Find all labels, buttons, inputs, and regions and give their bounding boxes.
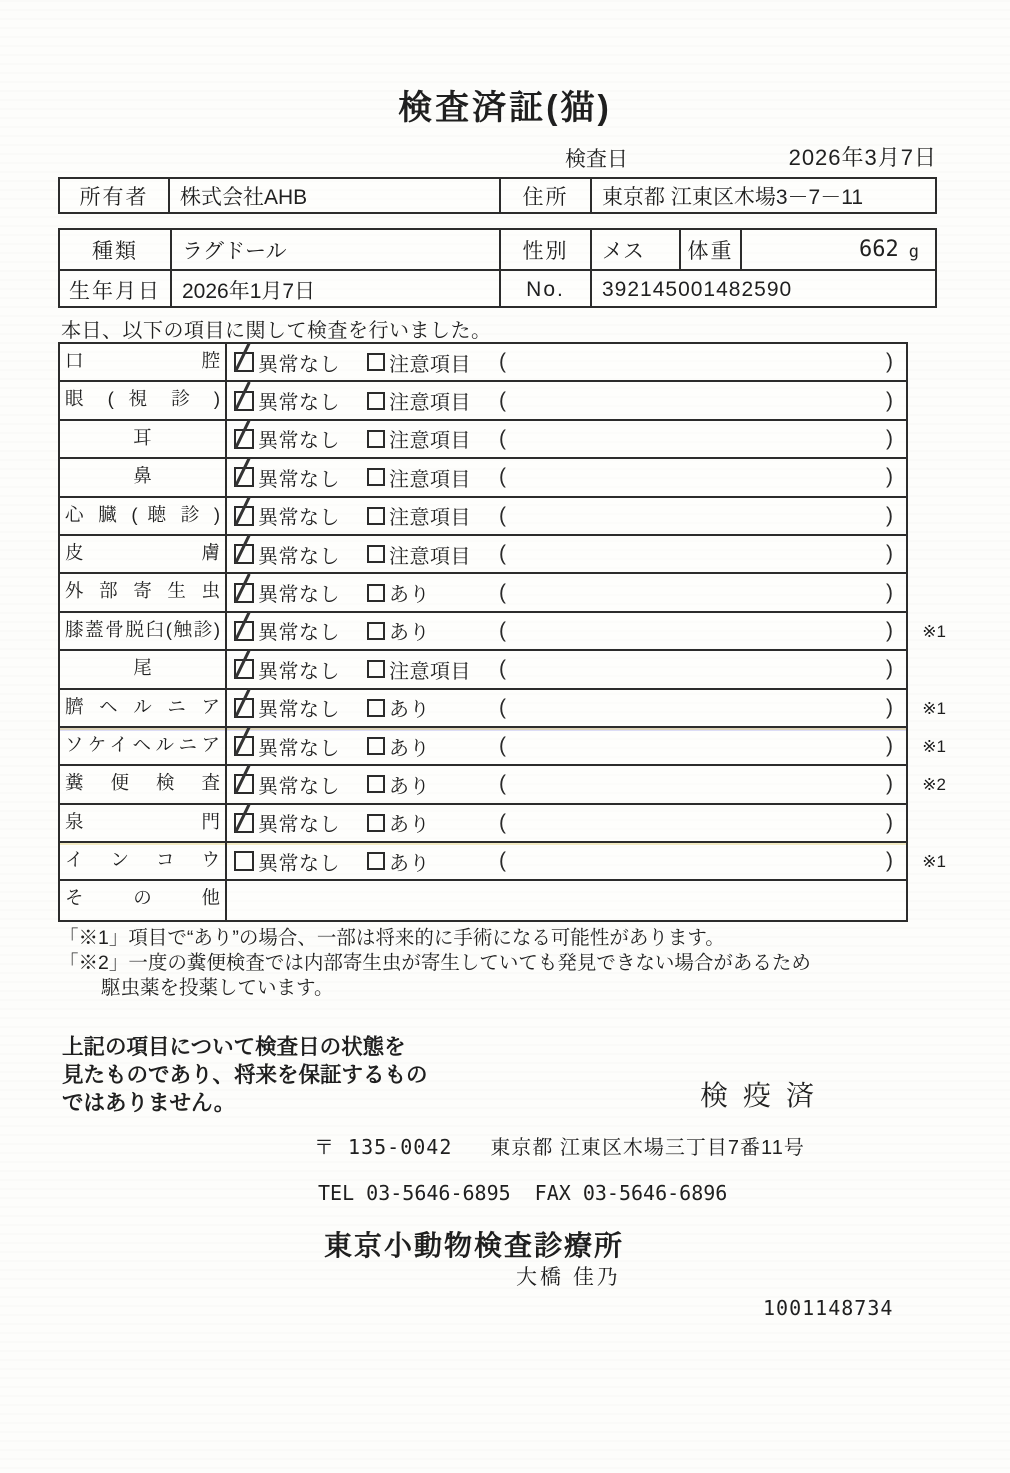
check-mark-icon [234, 496, 251, 526]
weight-unit: g [908, 241, 919, 262]
abnormal-checkbox [367, 622, 385, 640]
abnormal-checkbox [367, 430, 385, 448]
footnote-1: 「※1」項目で“あり”の場合、一部は将来的に手術になる可能性があります。 [59, 927, 725, 949]
checklist-row-content [227, 728, 906, 764]
abnormal-checkbox [367, 775, 385, 793]
number-value: 392145001482590 [590, 271, 935, 308]
clinic-tel: TEL 03-5646-6895 [318, 1181, 511, 1205]
veterinarian-name: 大橋 佳乃 [516, 1266, 621, 1289]
checklist-row-content [227, 881, 906, 919]
normal-checkbox [234, 774, 254, 794]
checklist-row-content [227, 766, 906, 802]
checklist-row [60, 574, 906, 612]
checklist-row-content [227, 574, 906, 610]
animal-row-1 [60, 230, 935, 269]
open-paren: ( [499, 734, 506, 758]
number-label: No. [499, 271, 590, 308]
open-paren: ( [499, 580, 506, 604]
checklist-row [60, 766, 946, 804]
abnormal-option [367, 463, 499, 492]
checklist-table [58, 342, 946, 922]
close-paren: ) [886, 426, 893, 450]
close-paren: ) [886, 388, 893, 412]
normal-option [234, 348, 367, 377]
exam-item-label: 鼻 [60, 459, 227, 495]
abnormal-checkbox [367, 545, 385, 563]
abnormal-option [367, 578, 499, 607]
normal-option-label: 異常なし [258, 737, 340, 760]
sex-value: メス [590, 230, 679, 269]
normal-option-label: 異常なし [258, 430, 340, 453]
normal-checkbox [234, 813, 254, 833]
normal-option [234, 386, 367, 415]
abnormal-option-label: 注意項目 [389, 430, 471, 453]
open-paren: ( [499, 465, 506, 489]
abnormal-option [367, 540, 499, 569]
abnormal-option [367, 655, 499, 684]
normal-checkbox [234, 659, 254, 679]
checklist-row [60, 459, 906, 497]
abnormal-option-label: あり [389, 814, 430, 837]
abnormal-option [367, 847, 499, 876]
abnormal-option [367, 501, 499, 530]
breed-value: ラグドール [170, 230, 499, 269]
birthdate-label: 生年月日 [69, 279, 161, 303]
close-paren: ) [886, 772, 893, 796]
normal-option [234, 693, 367, 722]
footnote-2-line-1: 「※2」一度の糞便検査では内部寄生虫が寄生していても発見できない場合があるため [59, 952, 811, 974]
normal-option-label: 異常なし [258, 507, 340, 530]
checklist-row [60, 651, 906, 689]
abnormal-option [367, 348, 499, 377]
exam-item-label: 心 臓 ( 聴 診 ) [60, 498, 227, 534]
checklist-row-content [227, 498, 906, 534]
abnormal-option-label: あり [389, 699, 430, 722]
check-mark-icon [234, 381, 251, 411]
normal-option-label: 異常なし [258, 545, 340, 568]
footnote-2-line-2: 駆虫薬を投薬しています。 [101, 977, 334, 999]
normal-option [234, 463, 367, 492]
abnormal-option-label: 注意項目 [389, 660, 471, 683]
exam-item-label: 皮 膚 [60, 536, 227, 572]
birthdate-value: 2026年1月7日 [170, 271, 499, 308]
intro-text: 本日、以下の項目に関して検査を行いました。 [61, 320, 492, 342]
disclaimer-line-1: 上記の項目について検査日の状態を [62, 1035, 406, 1059]
clinic-postal-line [314, 1131, 805, 1160]
checklist-row-content [227, 613, 906, 649]
address-label: 住所 [499, 179, 590, 212]
abnormal-option-label: あり [389, 584, 430, 607]
animal-table [58, 228, 937, 308]
normal-option-label: 異常なし [258, 814, 340, 837]
normal-option [234, 732, 367, 761]
disclaimer-line-3: ではありません。 [62, 1091, 236, 1115]
open-paren: ( [499, 810, 506, 834]
normal-checkbox [234, 583, 254, 603]
exam-item-label: そ の 他 [60, 881, 227, 919]
page-title: 検査済証(猫) [398, 89, 612, 127]
owner-address: 東京都 江東区木場3－7－11 [590, 179, 935, 212]
normal-checkbox [234, 544, 254, 564]
exam-item-label: 泉 門 [60, 805, 227, 841]
checklist-row [60, 690, 946, 728]
footnotes [59, 926, 811, 1001]
normal-checkbox [234, 506, 254, 526]
checklist-row [60, 881, 906, 919]
normal-option [234, 501, 367, 530]
abnormal-checkbox [367, 699, 385, 717]
normal-checkbox [234, 391, 254, 411]
open-paren: ( [499, 388, 506, 412]
check-mark-icon [234, 803, 251, 833]
normal-option-label: 異常なし [258, 392, 340, 415]
check-mark-icon [234, 419, 251, 449]
footnote-ref: ※1 [922, 736, 946, 756]
exam-item-label: 膝蓋骨脱臼(触診) [60, 613, 227, 649]
close-paren: ) [886, 503, 893, 527]
normal-checkbox [234, 621, 254, 641]
checklist-row [60, 613, 946, 651]
disclaimer-line-2: 見たものであり、将来を保証するもの [62, 1063, 428, 1087]
open-paren: ( [499, 772, 506, 796]
abnormal-option-label: 注意項目 [389, 545, 471, 568]
open-paren: ( [499, 503, 506, 527]
abnormal-checkbox [367, 353, 385, 371]
checklist-row-content [227, 382, 906, 418]
sex-label: 性別 [499, 230, 590, 269]
normal-option-label: 異常なし [258, 852, 340, 875]
exam-item-label: イ ン コ ウ [60, 843, 227, 879]
abnormal-option [367, 770, 499, 799]
checklist-row-content [227, 651, 906, 687]
clinic-name: 東京小動物検査診療所 [324, 1230, 625, 1261]
abnormal-checkbox [367, 737, 385, 755]
normal-option-label: 異常なし [258, 699, 340, 722]
open-paren: ( [499, 618, 506, 642]
abnormal-checkbox [367, 852, 385, 870]
normal-checkbox [234, 698, 254, 718]
abnormal-option-label: あり [389, 775, 430, 798]
checklist-row-content [227, 536, 906, 572]
close-paren: ) [886, 810, 893, 834]
close-paren: ) [886, 657, 893, 681]
open-paren: ( [499, 695, 506, 719]
checklist-row [60, 344, 906, 382]
checklist-row-content [227, 843, 906, 879]
close-paren: ) [886, 542, 893, 566]
close-paren: ) [886, 849, 893, 873]
weight-value: 662 [859, 237, 899, 262]
open-paren: ( [499, 426, 506, 450]
checklist-row [60, 382, 906, 420]
open-paren: ( [499, 542, 506, 566]
checklist-row-content [227, 690, 906, 726]
close-paren: ) [886, 734, 893, 758]
abnormal-option [367, 424, 499, 453]
clinic-fax: FAX 03-5646-6896 [534, 1181, 728, 1205]
normal-option [234, 616, 367, 645]
abnormal-checkbox [367, 392, 385, 410]
exam-item-label: ソケイヘルニア [60, 728, 227, 764]
normal-option-label: 異常なし [258, 660, 340, 683]
close-paren: ) [886, 580, 893, 604]
exam-item-label: 口 腔 [60, 344, 227, 380]
checklist-row-content [227, 805, 906, 841]
breed-label: 種類 [92, 239, 138, 263]
clinic-tel-line [318, 1181, 727, 1205]
check-mark-icon [234, 572, 251, 602]
normal-option-label: 異常なし [258, 622, 340, 645]
normal-checkbox [234, 429, 254, 449]
abnormal-option-label: 注意項目 [389, 353, 471, 376]
clinic-postal: 〒 135-0042 [314, 1135, 453, 1159]
checklist-row-content [227, 344, 906, 380]
exam-item-label: 外 部 寄 生 虫 [60, 574, 227, 610]
owner-label: 所有者 [79, 185, 149, 209]
disclaimer [62, 1033, 428, 1117]
abnormal-checkbox [367, 584, 385, 602]
exam-item-label: 臍 ヘ ル ニ ア [60, 690, 227, 726]
open-paren: ( [499, 849, 506, 873]
abnormal-option [367, 808, 499, 837]
close-paren: ) [886, 350, 893, 374]
normal-option-label: 異常なし [258, 353, 340, 376]
check-mark-icon [234, 764, 251, 794]
check-mark-icon [234, 649, 251, 679]
footnote-ref: ※1 [922, 698, 946, 718]
normal-option [234, 578, 367, 607]
abnormal-option-label: あり [389, 852, 430, 875]
normal-checkbox [234, 352, 254, 372]
exam-item-label: 糞 便 検 査 [60, 766, 227, 802]
close-paren: ) [886, 695, 893, 719]
normal-option [234, 847, 367, 876]
quarantine-stamp: 検疫済 [700, 1080, 830, 1111]
normal-option [234, 770, 367, 799]
normal-option [234, 808, 367, 837]
document-code: 1001148734 [763, 1296, 894, 1320]
owner-value: 株式会社AHB [168, 179, 499, 212]
checklist-row [60, 843, 946, 881]
normal-option [234, 655, 367, 684]
abnormal-option [367, 693, 499, 722]
footnote-ref: ※2 [922, 775, 946, 795]
weight-label: 体重 [679, 230, 740, 269]
footnote-ref: ※1 [922, 852, 946, 872]
check-mark-icon [234, 457, 251, 487]
checklist-rows [60, 344, 946, 920]
normal-checkbox [234, 467, 254, 487]
check-mark-icon [234, 611, 251, 641]
normal-checkbox [234, 851, 254, 871]
inspection-date-label: 検査日 [565, 148, 628, 171]
checklist-row-content [227, 459, 906, 495]
weight-cell [740, 230, 935, 269]
exam-item-label: 眼 ( 視 診 ) [60, 382, 227, 418]
normal-checkbox [234, 736, 254, 756]
abnormal-option-label: 注意項目 [389, 468, 471, 491]
normal-option [234, 424, 367, 453]
abnormal-option [367, 616, 499, 645]
animal-row-2 [60, 269, 935, 308]
abnormal-checkbox [367, 468, 385, 486]
abnormal-checkbox [367, 660, 385, 678]
checklist-row [60, 728, 946, 766]
abnormal-option [367, 732, 499, 761]
exam-item-label: 耳 [60, 421, 227, 457]
normal-option [234, 540, 367, 569]
owner-row [60, 179, 935, 212]
check-mark-icon [234, 688, 251, 718]
abnormal-option-label: あり [389, 737, 430, 760]
check-mark-icon [234, 342, 251, 372]
check-mark-icon [234, 534, 251, 564]
checklist-row-content [227, 421, 906, 457]
exam-item-label: 尾 [60, 651, 227, 687]
abnormal-checkbox [367, 814, 385, 832]
owner-table [58, 177, 937, 214]
abnormal-option-label: 注意項目 [389, 392, 471, 415]
checklist-row [60, 536, 906, 574]
checklist-row [60, 805, 906, 843]
close-paren: ) [886, 618, 893, 642]
abnormal-option-label: あり [389, 622, 430, 645]
abnormal-option [367, 386, 499, 415]
checklist-row [60, 498, 906, 536]
open-paren: ( [499, 657, 506, 681]
footnote-ref: ※1 [922, 621, 946, 641]
check-mark-icon [234, 726, 251, 756]
clinic-address: 東京都 江東区木場三丁目7番11号 [490, 1137, 805, 1159]
inspection-date-value: 2026年3月7日 [788, 145, 937, 170]
abnormal-option-label: 注意項目 [389, 507, 471, 530]
normal-option-label: 異常なし [258, 775, 340, 798]
normal-option-label: 異常なし [258, 468, 340, 491]
close-paren: ) [886, 465, 893, 489]
open-paren: ( [499, 350, 506, 374]
normal-option-label: 異常なし [258, 584, 340, 607]
abnormal-checkbox [367, 507, 385, 525]
checklist-row [60, 421, 906, 459]
